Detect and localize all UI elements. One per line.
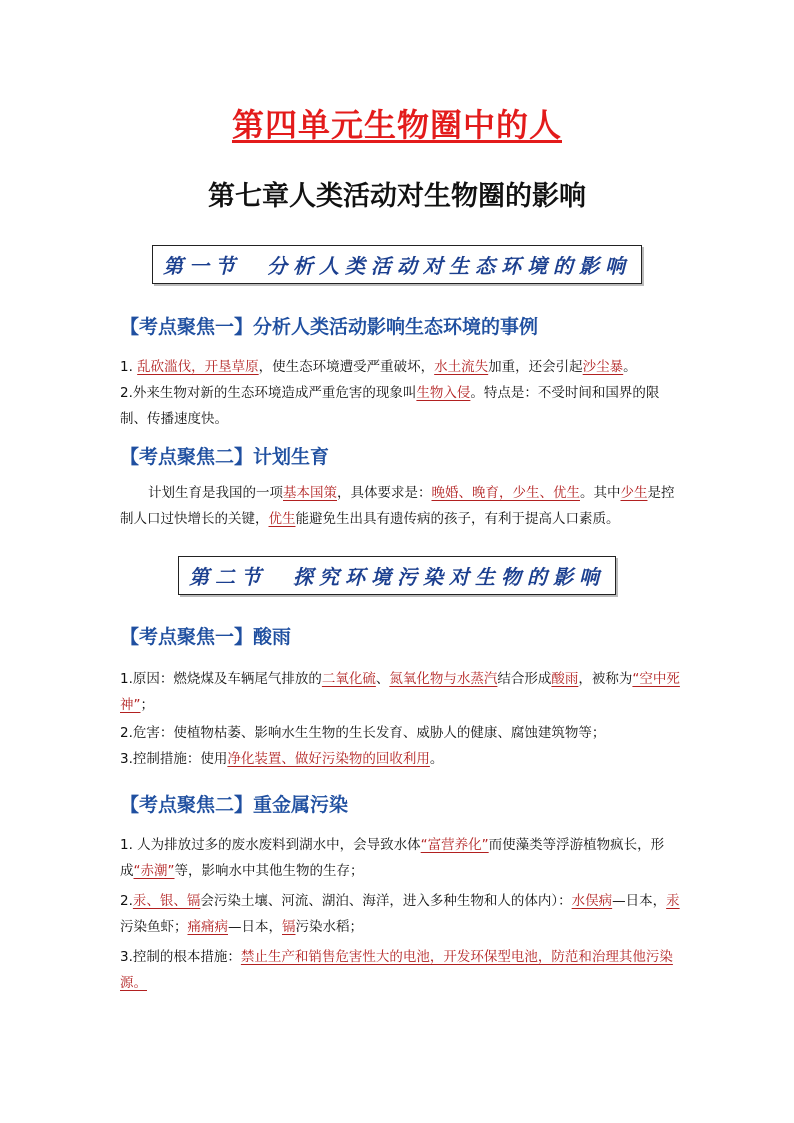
keyword: “空中死神”	[120, 671, 680, 713]
chapter-title: 第七章人类活动对生物圈的影响	[208, 181, 586, 212]
keyword: 痛痛病	[187, 919, 228, 935]
section-1-focus-1: 【考点聚焦一】分析人类活动影响生态环境的事例	[120, 316, 539, 338]
section-2-focus-1: 【考点聚焦一】酸雨	[120, 626, 292, 648]
keyword: 优生	[268, 511, 296, 527]
keyword: 基本国策	[283, 485, 337, 501]
keyword: 氮氧化物与水蒸汽	[389, 671, 498, 687]
keyword: 少生	[620, 485, 648, 501]
keyword: 生物入侵	[416, 385, 471, 401]
keyword: “富营养化”	[420, 837, 489, 853]
section-1-paragraph-3: 计划生育是我国的一项基本国策，具体要求是：晚婚、晚育，少生、优生。其中少生是控制人口过快增长的关键，优生能避免生出具有遗传病的孩子，有利于提高人口素质。	[120, 485, 675, 527]
keyword: 汞、银、镉	[132, 893, 201, 909]
unit-title: 第四单元生物圈中的人	[231, 106, 562, 144]
keyword: 酸雨	[551, 671, 579, 687]
keyword: 水土流失	[434, 359, 489, 375]
keyword: 二氧化硫	[321, 671, 376, 687]
section-2-paragraph-2: 2.危害：使植物枯萎、影响水生生物的生长发育、威胁人的健康、腐蚀建筑物等；	[120, 725, 606, 741]
section-2-paragraph-1: 1.原因：燃烧煤及车辆尾气排放的二氧化硫、氮氧化物与水蒸汽结合形成酸雨，被称为“空中死神”；	[120, 671, 680, 713]
section-1-title: 第一节 分析人类活动对生态环境的影响	[152, 245, 642, 284]
keyword: 水俣病	[571, 893, 613, 909]
section-2-paragraph-4: 1. 人为排放过多的废水废料到湖水中，会导致水体“富营养化”而使藻类等浮游植物疯长，形成“赤潮”等，影响水中其他生物的生存；	[120, 837, 665, 879]
keyword: 汞	[666, 893, 680, 909]
keyword: 乱砍滥伐，开垦草原	[137, 359, 259, 375]
keyword: “赤潮”	[133, 863, 175, 879]
keyword: 沙尘暴	[582, 359, 624, 375]
keyword: 禁止生产和销售危害性大的电池，开发环保型电池，防范和治理其他污染源。	[120, 949, 673, 991]
section-1-focus-2: 【考点聚焦二】计划生育	[120, 446, 330, 468]
section-2-paragraph-5: 2.汞、银、镉会污染土壤、河流、湖泊、海洋，进入多种生物和人的体内）：水俣病—日本，汞污染鱼虾；痛痛病—日本，镉污染水稻；	[120, 893, 680, 935]
section-1-paragraph-2: 2.外来生物对新的生态环境造成严重危害的现象叫生物入侵。特点是：不受时间和国界的限制、传播速度快。	[120, 385, 660, 427]
keyword: 净化装置、做好污染物的回收利用	[227, 751, 430, 767]
section-2-paragraph-3: 3.控制措施：使用净化装置、做好污染物的回收利用。	[120, 751, 444, 767]
section-2-focus-2: 【考点聚焦二】重金属污染	[120, 794, 349, 816]
keyword: 镉	[282, 919, 296, 935]
section-2-title: 第二节 探究环境污染对生物的影响	[178, 556, 616, 595]
section-1-paragraph-1: 1. 乱砍滥伐，开垦草原，使生态环境遭受严重破坏，水土流失加重，还会引起沙尘暴。	[120, 359, 637, 375]
section-2-paragraph-6: 3.控制的根本措施：禁止生产和销售危害性大的电池，开发环保型电池，防范和治理其他污染源。	[120, 949, 673, 991]
keyword: 晚婚、晚育，少生、优生	[431, 485, 580, 501]
